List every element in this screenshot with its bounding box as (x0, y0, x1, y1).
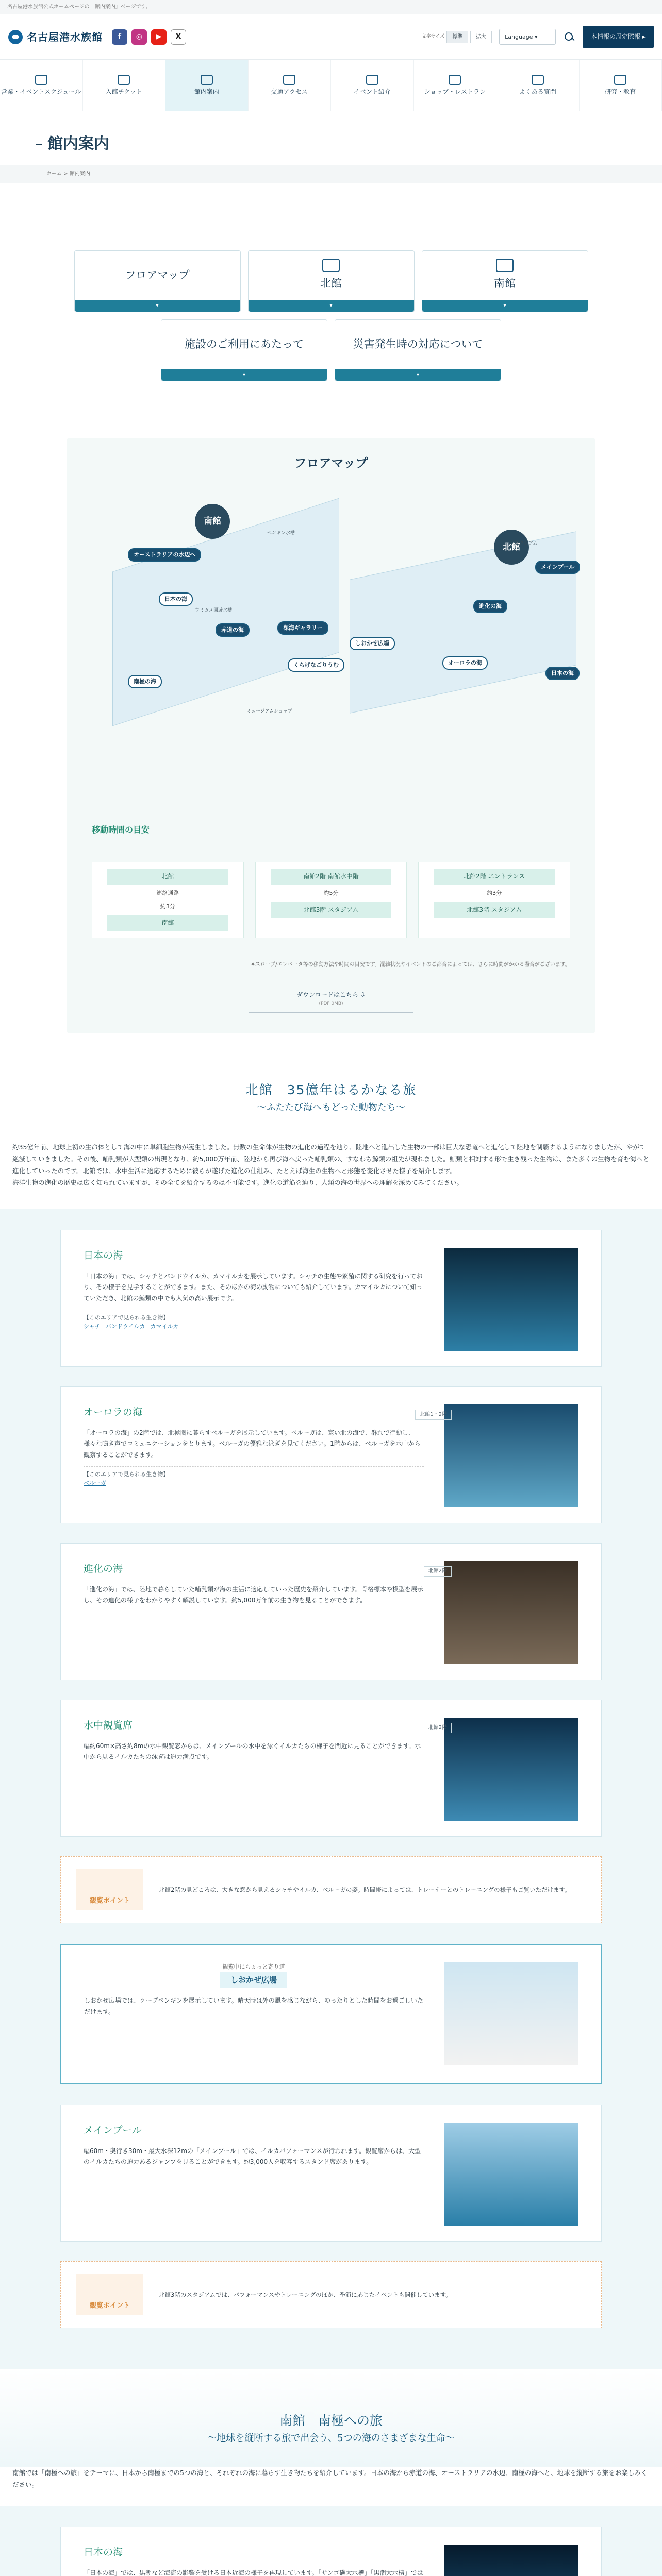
section-title: フロアマップ (92, 453, 570, 473)
map-label: メインプール (535, 561, 580, 574)
nav-faq[interactable] (496, 60, 580, 111)
time: 約5分 (323, 890, 339, 897)
section-title: 北館 35億年はるかなる旅 (245, 1082, 417, 1098)
spot-text: しおかぜ広場では、ケープペンギンを展示しています。晴天時は外の風を感じながら、ゆったりとした時間をお過ごしいただけます。 (84, 1997, 423, 2015)
nav-label: 入館チケット (105, 88, 142, 95)
nav-label: よくある質問 (519, 88, 556, 95)
map-label: 日本の海 (159, 592, 193, 606)
floor-badge: 北館2階 (424, 1566, 452, 1577)
map-label: 南極の海 (128, 675, 162, 688)
exhibit-photo (444, 1718, 578, 1821)
card-text: 幅60m・奥行き30m・最大水深12mの「メインプール」では、イルカパフォーマンスが行われます。観覧席からは、大型のイルカたちの迫力あるジャンプを見ることができます。約3,000人を収容するスタンド席があります。 (84, 2147, 421, 2166)
intro-text: 約35億年前、地球上初の生命体として海の中に単細胞生物が誕生しました。無数の生命体が生物の進化の過程を辿り、陸地へと進出した生物の一部は巨大な恐竜へと進化して陸地を制覇するようになりましたが、やがて絶滅していきました。その後、哺乳類が大型類の出現となり、約5,000万年前、陸地から再び海へ戻った哺乳類の、すなわち鯨類の祖先が現れました。鯨類と相対する形で生き残った生物は、また多くの生物を育む海へと進化していったのです。北館では、水中生活に適応するために彼らが遂げた進化の仕組み、たとえば海生の生物へと形態を変化させた様子を紹介します。 (12, 1143, 650, 1175)
nav-shop[interactable] (414, 60, 497, 111)
north-building-shape (350, 532, 576, 714)
map-label: 赤道の海 (216, 623, 250, 637)
card-text: 「進化の海」では、陸地で暮らしていた哺乳類が海の生活に適応していった歴史を紹介しています。骨格標本や模型を展示し、その進化の様子をわかりやすく解説しています。約5,000万年前の生き物を見ることができます。 (84, 1585, 424, 1604)
section-subtitle: ～地球を縦断する旅で出会う、5つの海のさまざまな生命～ (207, 2433, 455, 2444)
sns-links (112, 29, 186, 45)
logo-text: 名古屋港水族館 (27, 30, 103, 43)
tag: 北館3階 スタジアム (434, 902, 555, 918)
breadcrumb[interactable]: ホーム > 館内案内 (0, 165, 662, 183)
font-size-label: 文字サイズ (421, 34, 445, 40)
exhibit-card (60, 1386, 602, 1523)
nav-label: 研究・教育 (605, 88, 636, 95)
chevron-down-icon: ▾ (161, 369, 327, 381)
route: 連絡通路 (156, 890, 179, 897)
species-heading: 【このエリアで見られる生き物】 (84, 1470, 169, 1478)
link-label: 北館 (320, 277, 342, 290)
chevron-down-icon: ▾ (249, 300, 414, 312)
ticket-button[interactable]: 本情報の周定際報 ▸ (583, 26, 654, 48)
logo-icon (8, 30, 23, 44)
south-hall-heading (0, 2369, 662, 2467)
intro-text: 南館では「南極への旅」をテーマに、日本から南極までの5つの海と、それぞれの海に暮らす生き物たちを紹介しています。日本の海から赤道の海、オーストラリアの水辺、南極の海へと、地球を縦断する旅をお楽しみください。 (12, 2469, 648, 2489)
map-label: 日本の海 (545, 667, 580, 680)
spot-title: しおかぜ広場 (220, 1972, 287, 1988)
card-text: 「オーロラの海」の2階では、北極圏に暮らすベルーガを展示しています。ベルーガは、寒い北の海で、群れで行動し、様々な鳴き声でコミュニケーションをとります。ベルーガの優雅な泳ぎを見てください。1階からは、ベルーガを水中から観察することができます。 (84, 1429, 421, 1459)
time: 約3分 (160, 903, 175, 910)
card-title: 日本の海 (84, 1250, 123, 1262)
north-intro (0, 1141, 662, 1189)
map-label: くらげなごりうむ (288, 658, 344, 672)
nav-schedule[interactable] (0, 60, 83, 111)
youtube-icon[interactable]: ▶ (151, 29, 167, 45)
dolphin-icon (322, 259, 340, 272)
north-cards (0, 1209, 662, 2369)
link-floormap[interactable] (74, 250, 241, 312)
link-label: 施設のご利用にあたって (185, 338, 304, 351)
lightbulb-icon (532, 75, 544, 85)
card-title: 日本の海 (84, 2547, 123, 2558)
spot-card (60, 1944, 602, 2084)
travel-time-grid (92, 862, 570, 938)
map-text: スタジアム (515, 541, 538, 547)
search-icon[interactable] (563, 31, 575, 43)
info-box (60, 1856, 602, 1923)
penguin-icon (496, 259, 514, 272)
south-cards (0, 2506, 662, 2576)
floor-badge: 北館2階 (424, 1723, 452, 1733)
tag: 北館 (107, 869, 228, 885)
map-label: 深海ギャラリー (277, 621, 328, 635)
species-link[interactable]: バンドウイルカ (105, 1323, 145, 1330)
exhibit-photo (444, 2545, 578, 2576)
exhibit-card (60, 1543, 602, 1680)
section-subtitle: ～ふたたび海へもどった動物たち～ (257, 1102, 405, 1113)
floor-map (92, 504, 575, 818)
download-sub: (PDF 0MB) (319, 1001, 343, 1006)
species-heading: 【このエリアで見られる生き物】 (84, 1314, 169, 1321)
link-south[interactable] (422, 250, 588, 312)
travel-time-col (255, 862, 407, 938)
card-title: 水中観覧席 (84, 1720, 133, 1732)
shop-icon (449, 75, 461, 85)
tag: 南館 (107, 915, 228, 931)
info-text: 北館2階の見どころは、大きな窓から見えるシャチやイルカ、ベルーガの姿。時間帯によっては、トレーナーとのトレーニングの様子もご覧いただけます。 (159, 1886, 571, 1894)
map-label: オーストラリアの水辺へ (128, 548, 201, 562)
link-north[interactable] (248, 250, 415, 312)
exhibit-card (60, 1230, 602, 1367)
ticket-icon (118, 75, 130, 85)
instagram-icon[interactable]: ◎ (131, 29, 147, 45)
map-text: ペンギン水槽 (267, 531, 295, 536)
link-label: フロアマップ (125, 269, 190, 282)
nav-label: ショップ・レストラン (424, 88, 486, 95)
spot-photo (444, 1962, 578, 2065)
intro-text: 海洋生物の進化の歴史は広く知られていますが、その全てを紹介するのは不可能です。進化の道筋を辿り、人類の海の世界への理解を深めてみてください。 (12, 1179, 464, 1187)
time: 約3分 (487, 890, 502, 897)
info-text: 北館3階のスタジアムでは、パフォーマンスやトレーニングのほか、季節に応じたイベントも開催しています。 (159, 2291, 452, 2299)
south-intro (0, 2467, 662, 2490)
font-size-standard-button[interactable]: 標準 (446, 31, 468, 43)
exhibit-card (60, 2527, 602, 2576)
nav-access[interactable] (249, 60, 332, 111)
nav-research[interactable] (580, 60, 662, 111)
top-note: 名古屋港水族館公式ホームページの「館内案内」ページです。 (0, 0, 662, 14)
exhibit-card (60, 1700, 602, 1837)
exhibit-photo (444, 2123, 578, 2226)
link-label: 南館 (494, 277, 516, 290)
exhibit-photo (444, 1561, 578, 1664)
page-title: 館内案内 (36, 132, 626, 157)
north-hall-heading (0, 1033, 662, 1141)
bus-icon (283, 75, 295, 85)
book-icon: 観覧ポイント (76, 2274, 143, 2315)
font-size-large-button[interactable]: 拡大 (470, 31, 492, 43)
book-icon: 観覧ポイント (76, 1869, 143, 1910)
link-label: 災害発生時の対応について (353, 338, 483, 351)
section-title: 南館 南極への旅 (279, 2413, 383, 2429)
nav-events[interactable] (331, 60, 414, 111)
species-link[interactable]: シャチ (84, 1323, 101, 1330)
card-title: メインプール (84, 2125, 142, 2137)
floor-map-section (67, 438, 595, 1033)
card-title: オーロラの海 (84, 1406, 143, 1418)
tag: 南館2階 南館水中階 (271, 869, 391, 885)
chevron-down-icon: ▾ (75, 300, 240, 312)
dolphin-icon (366, 75, 378, 85)
species-link[interactable]: カマイルカ (150, 1323, 179, 1330)
note: ※スロープ/エレベータ等の移動方法や時間の目安です。混雑状況やイベントのご都合によっては、さらに時間がかかる場合がございます。 (251, 961, 570, 968)
map-icon (201, 75, 213, 85)
travel-time-col (418, 862, 570, 938)
map-label: しおかぜ広場 (350, 637, 395, 650)
card-title: 進化の海 (84, 1563, 123, 1575)
nav-label: 館内案内 (194, 88, 219, 95)
card-text: 「日本の海」では、黒潮など海流の影響を受ける日本近海の様子を再現しています。「サンゴ礁大水槽」「黒潮大水槽」では (84, 2569, 423, 2576)
info-box (60, 2261, 602, 2328)
species-link[interactable]: ベルーガ (84, 1480, 106, 1487)
chevron-down-icon: ▾ (335, 369, 501, 381)
anchor-links (0, 183, 662, 402)
north-hall-badge: 北館 (494, 530, 529, 565)
calendar-icon (35, 75, 47, 85)
map-label: 進化の海 (473, 600, 507, 613)
floor-badge: 北館1・2階 (415, 1410, 452, 1420)
nav-label: イベント紹介 (353, 88, 391, 95)
nav-ticket[interactable] (83, 60, 166, 111)
card-text: 幅約60m×高さ約8mの水中観覧窓からは、メインプールの水中を泳ぐイルカたちの様子を間近に見ることができます。水中から見るイルカたちの泳ぎは迫力満点です。 (84, 1742, 421, 1761)
map-label: オーロラの海 (442, 656, 488, 670)
nav-guide[interactable] (166, 60, 249, 111)
map-text: ミュージアムショップ (246, 709, 292, 715)
link-usage[interactable] (161, 319, 327, 381)
language-select[interactable]: Language ▾ (499, 29, 556, 45)
nav-label: 交通アクセス (271, 88, 308, 95)
site-header (0, 14, 662, 60)
research-icon (614, 75, 626, 85)
south-hall-badge: 南館 (195, 504, 230, 539)
font-size-switch (422, 31, 492, 43)
map-text: ウミガメ回遊水槽 (195, 608, 233, 614)
download-button[interactable]: ダウンロードはこちら ⇩ (PDF 0MB) (249, 985, 413, 1013)
spot-sub: 観覧中にちょっと寄り道 (222, 1963, 285, 1971)
download-label: ダウンロードはこちら (296, 991, 359, 998)
travel-time-col (92, 862, 244, 938)
facebook-icon[interactable]: f (112, 29, 127, 45)
tag: 北館3階 スタジアム (271, 902, 391, 918)
chevron-down-icon: ▾ (422, 300, 588, 312)
global-nav (0, 60, 662, 111)
logo[interactable] (8, 29, 103, 45)
exhibit-photo (444, 1248, 578, 1351)
x-icon[interactable]: X (171, 29, 186, 45)
exhibit-photo (444, 1404, 578, 1507)
link-disaster[interactable] (335, 319, 501, 381)
card-text: 「日本の海」では、シャチとバンドウイルカ、カマイルカを展示しています。シャチの生態や繁殖に関する研究を行っており、その様子を見学することができます。また、そのほかの海の動物についても紹介しています。カマイルカについて知っていただき、北館の鯨類の中でも人気の高い展示です。 (84, 1272, 423, 1302)
exhibit-card (60, 2105, 602, 2242)
tag: 北館2階 エントランス (434, 869, 555, 885)
nav-label: 営業・イベントスケジュール (1, 88, 81, 95)
travel-time-heading: 移動時間の目安 (92, 823, 570, 841)
